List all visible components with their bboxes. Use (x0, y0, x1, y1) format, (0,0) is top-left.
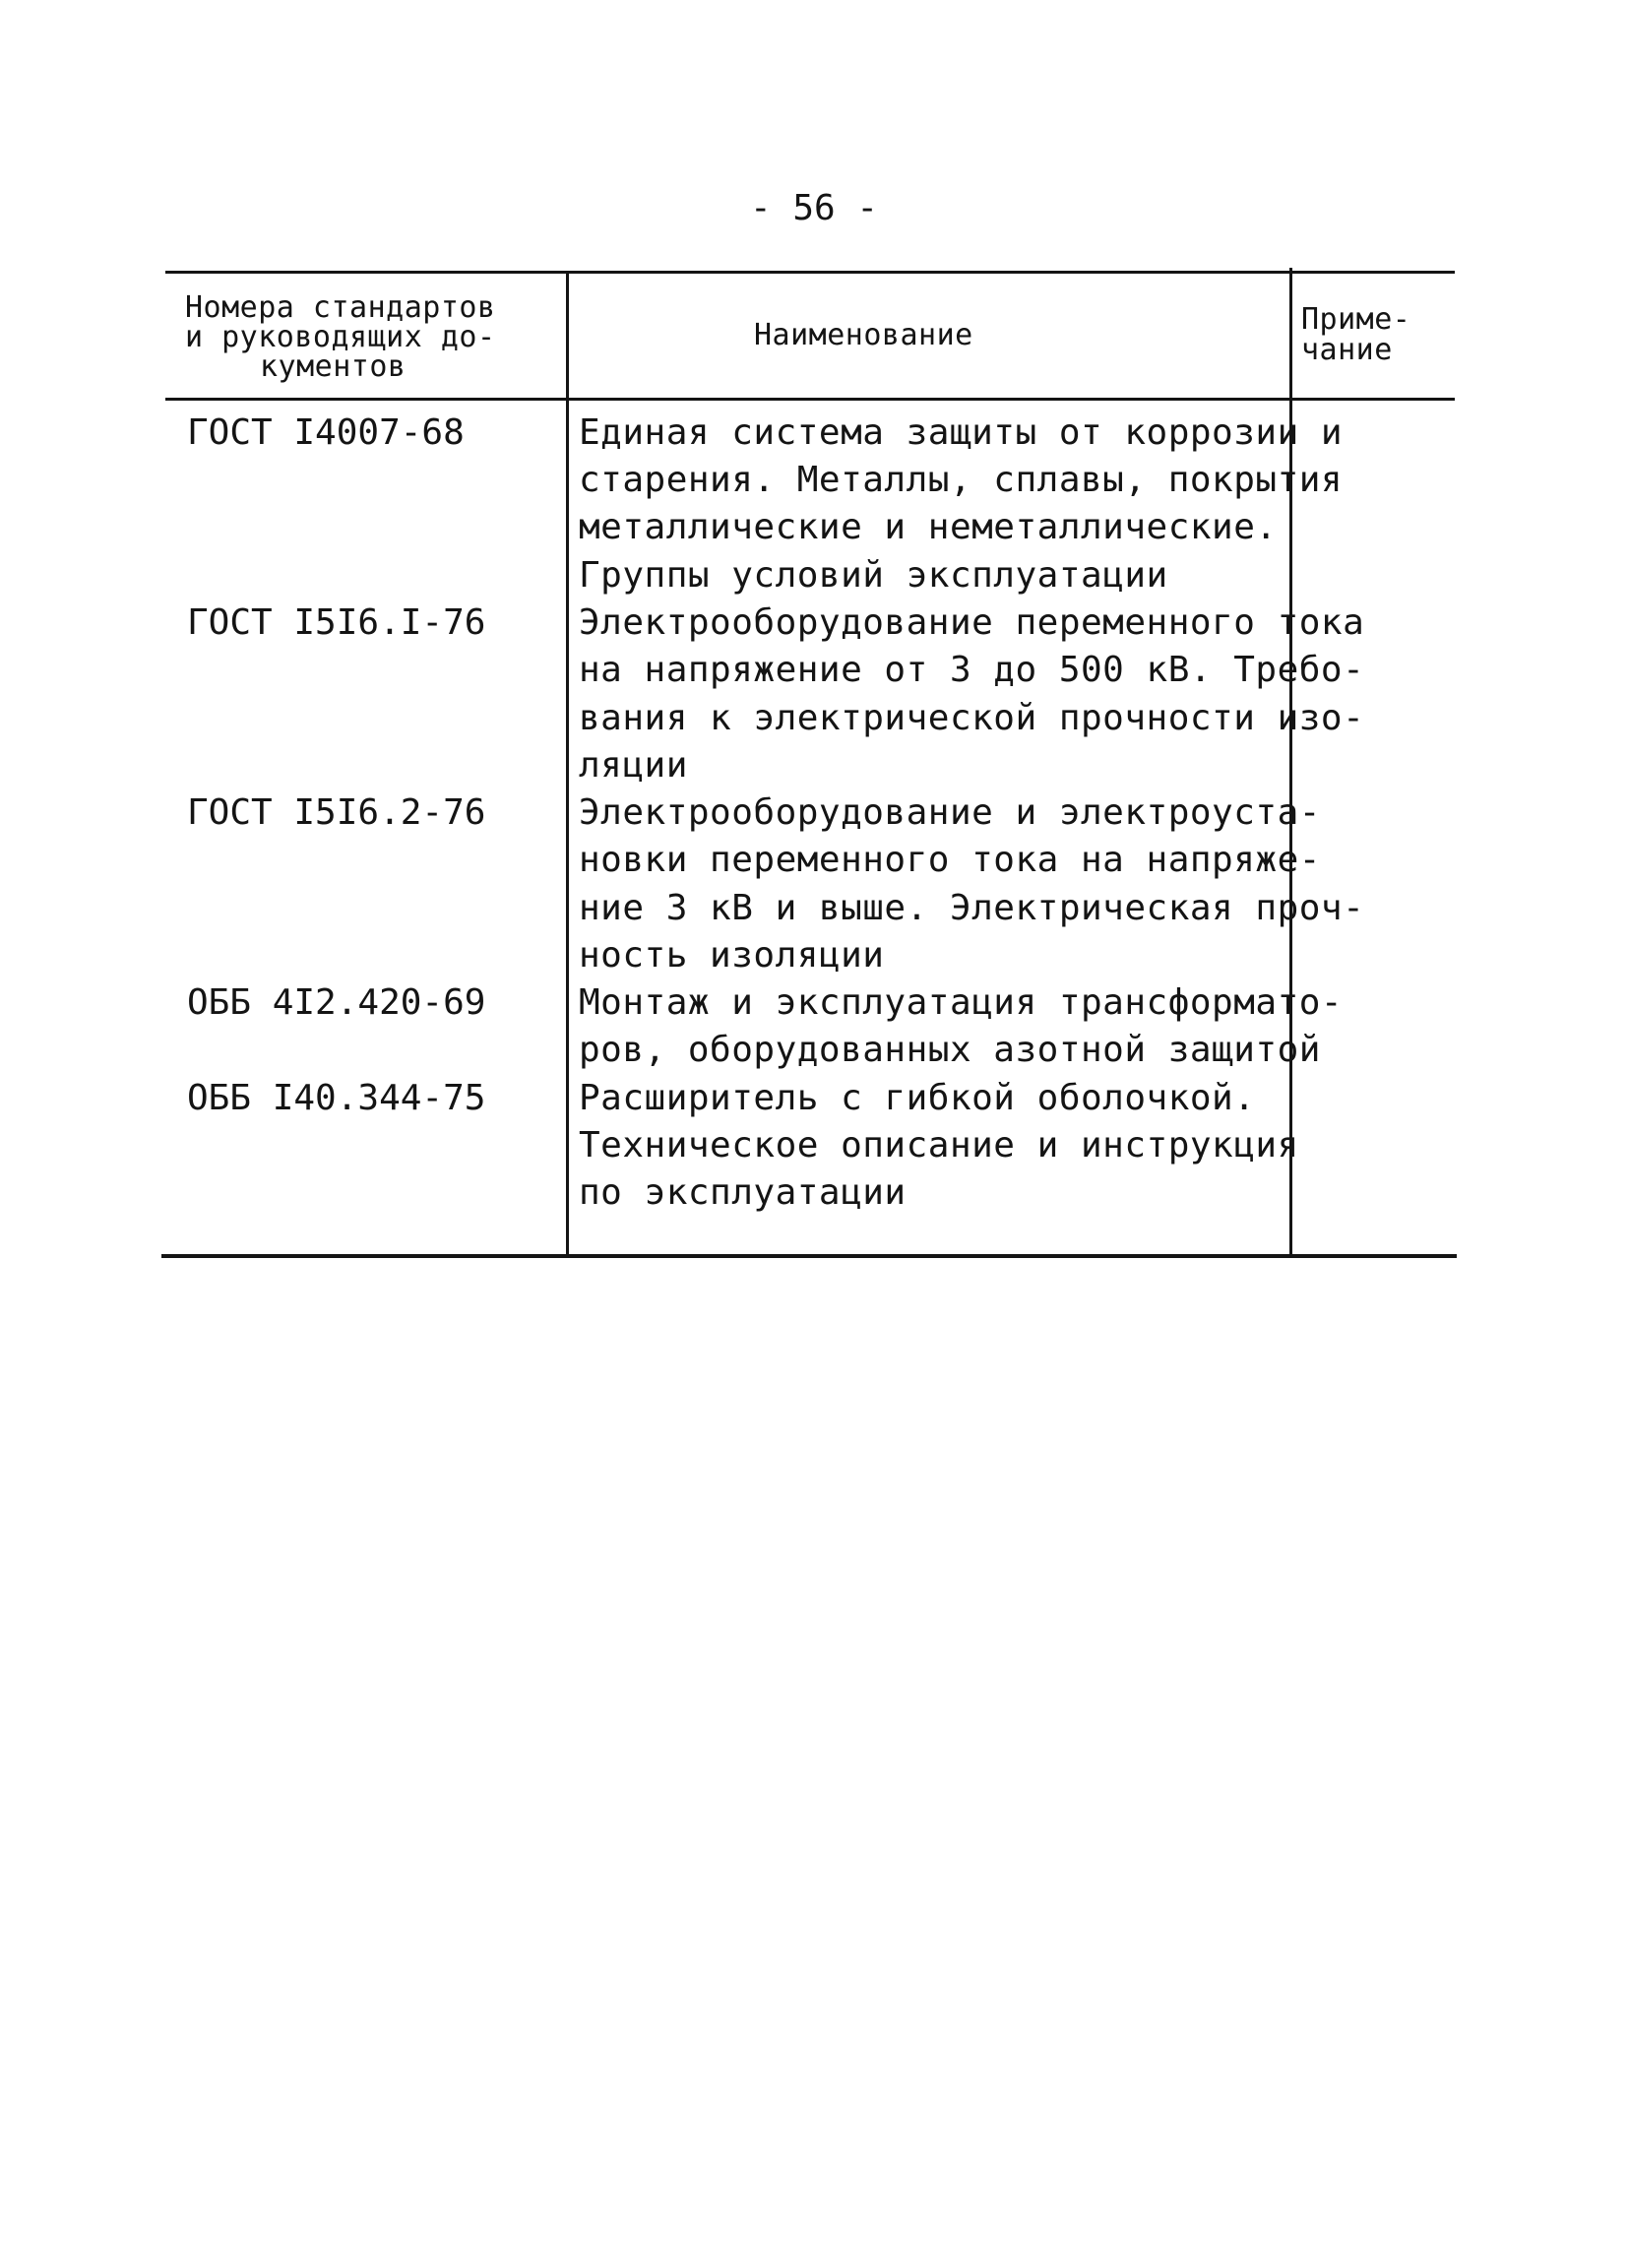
row-name-line: старения. Металлы, сплавы, покрытия (579, 460, 1344, 500)
row-code: ГОСТ I4007-68 (187, 412, 465, 453)
row-code: ОББ 4I2.420-69 (187, 982, 486, 1023)
row-name-line: ляции (579, 745, 688, 786)
page-number: - 56 - (749, 188, 879, 228)
row-code: ОББ I40.344-75 (187, 1078, 486, 1118)
row-name-line: вания к электрической прочности изо- (579, 698, 1365, 738)
header-note-line-1: Приме- (1301, 302, 1411, 337)
header-numbers-line-1: Номера стандартов (185, 290, 496, 325)
header-numbers-line-2: и руководящих до- (185, 320, 496, 354)
table-top-rule (165, 271, 1455, 274)
header-bottom-rule (165, 398, 1455, 401)
row-name-line: Электрооборудование переменного тока (579, 602, 1365, 643)
row-name-line: металлические и неметаллические. (579, 507, 1278, 547)
row-name-line: Группы условий эксплуатации (579, 555, 1168, 596)
header-note-line-2: чание (1301, 333, 1393, 367)
row-code: ГОСТ I5I6.2-76 (187, 792, 486, 833)
row-name-line: Единая система защиты от коррозии и (579, 412, 1344, 453)
row-name-line: Электрооборудование и электроуста- (579, 792, 1321, 833)
row-name-line: по эксплуатации (579, 1172, 907, 1213)
row-name-line: Монтаж и эксплуатация трансформато- (579, 982, 1344, 1023)
header-numbers-line-3: кументов (260, 349, 407, 384)
header-name: Наименование (754, 318, 973, 352)
row-name-line: Расширитель с гибкой оболочкой. (579, 1078, 1256, 1118)
row-name-line: ние 3 кВ и выше. Электрическая проч- (579, 888, 1365, 928)
row-code: ГОСТ I5I6.I-76 (187, 602, 486, 643)
row-name-line: ность изоляции (579, 935, 885, 976)
row-name-line: на напряжение от 3 до 500 кВ. Требо- (579, 650, 1365, 690)
row-name-line: ров, оборудованных азотной защитой (579, 1030, 1321, 1070)
row-name-line: Техническое описание и инструкция (579, 1125, 1299, 1166)
row-name-line: новки переменного тока на напряже- (579, 840, 1321, 880)
column-divider-1 (566, 272, 569, 1257)
table-bottom-rule (161, 1254, 1457, 1258)
